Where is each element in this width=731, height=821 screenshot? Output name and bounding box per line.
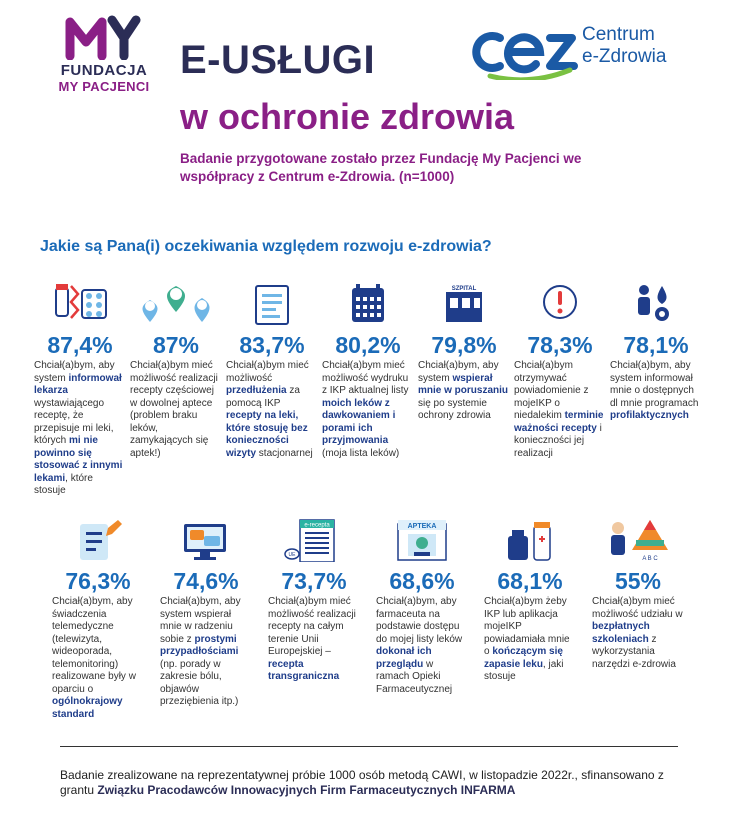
- stat-card: [34, 282, 126, 498]
- cez-line2: e-Zdrowia: [582, 46, 667, 67]
- stat-card: [610, 282, 702, 423]
- stat-description: [322, 360, 414, 460]
- stat-description: [268, 596, 360, 684]
- e-recepta-icon: [268, 518, 360, 562]
- description-text: wystawiającego receptę, że przepisuje mi leki, których: [34, 397, 114, 446]
- description-text: Chciał(a)bym mieć możliwość wydruku z IKP aktualnej listy: [322, 360, 409, 396]
- emphasis-text: wspierał mnie w poruszaniu: [418, 372, 509, 396]
- emphasis-text: mi nie powinno się stosować z innymi lekami: [34, 435, 123, 484]
- emphasis-text: bezpłatnych szkoleniach: [592, 621, 650, 645]
- stat-description: [130, 360, 222, 460]
- footer-emphasis: Związku Pracodawców Innowacyjnych Firm Farmaceutycznych INFARMA: [97, 783, 516, 797]
- stat-percentage: 55%: [614, 568, 662, 594]
- svg-text:UE: UE: [288, 552, 296, 558]
- stat-description: [226, 360, 318, 460]
- stat-card: [268, 518, 360, 684]
- stat-percentage: 87,4%: [47, 332, 113, 358]
- emphasis-text: terminie ważności recepty: [514, 410, 604, 434]
- stat-percentage: 68,6%: [389, 568, 455, 594]
- stat-card: [160, 518, 252, 709]
- emphasis-text: profilaktycznych: [610, 410, 689, 421]
- description-text: i konieczności jej realizacji: [514, 422, 602, 459]
- centrum-e-zdrowia-logo: [460, 20, 720, 90]
- emphasis-text: recepta transgraniczna: [268, 658, 340, 682]
- svg-text:APTEKA: APTEKA: [407, 523, 437, 530]
- stat-description: [514, 360, 606, 460]
- emphasis-text: ogólnokrajowy standard: [52, 696, 123, 720]
- svg-text:A B C: A B C: [642, 556, 658, 562]
- pharmacy-pins-icon: [130, 282, 222, 326]
- telemedicine-form-icon: [52, 518, 144, 562]
- description-text: Chciał(a)bym mieć możliwość realizacji recepty na całym terenie Unii Europejskiej –: [268, 596, 356, 657]
- page-title-secondary: w ochronie zdrowia: [180, 96, 515, 137]
- hospital-icon: [418, 282, 510, 326]
- apteka-icon: [376, 518, 468, 562]
- medicine-bottles-icon: [484, 518, 576, 562]
- stat-description: [418, 360, 510, 423]
- stat-card: [226, 282, 318, 460]
- logo-line1: FUNDACJA: [60, 62, 148, 79]
- monitor-chat-icon: [160, 518, 252, 562]
- stat-description: [592, 596, 684, 671]
- description-text: , które stosuje: [34, 472, 93, 496]
- description-text: w ramach Opieki Farmaceutycznej: [376, 658, 453, 695]
- pills-icon: [34, 282, 126, 326]
- cez-name: [582, 24, 666, 68]
- description-text: Chciał(a)bym, aby system: [34, 360, 115, 384]
- logo-line2: MY PACJENCI: [58, 79, 150, 94]
- description-text: Chciał(a)bym, aby system informował mnie o dostępnych dl mnie programach: [610, 360, 699, 409]
- svg-text:SZPITAL: SZPITAL: [451, 286, 477, 292]
- calendar-icon: [322, 282, 414, 326]
- stat-description: [484, 596, 576, 684]
- description-text: Chciał(a)bym, aby farmaceuta na podstawie dostępu do mojej listy leków: [376, 596, 463, 645]
- footer-divider: [60, 746, 678, 747]
- stat-percentage: 80,2%: [335, 332, 401, 358]
- stat-percentage: 73,7%: [281, 568, 347, 594]
- cez-line1: Centrum: [582, 24, 655, 45]
- prevention-icon: [610, 282, 702, 326]
- footer-text: Badanie zrealizowane na reprezentatywnej próbie 1000 osób metodą CAWI, w listopadzie 2022r., sfinansowano z grantu: [60, 768, 664, 797]
- description-text: się po systemie ochrony zdrowia: [418, 397, 491, 421]
- stat-description: [34, 360, 126, 498]
- description-text: (np. porady w zakresie bólu, objawów przeziębienia itp.): [160, 658, 239, 707]
- emphasis-text: moich leków z dawkowaniem i porami ich przyjmowania: [322, 397, 396, 446]
- emphasis-text: prostymi przypadłościami: [160, 633, 239, 657]
- stat-description: [52, 596, 144, 721]
- description-text: Chciał(a)bym żeby IKP lub aplikacja mojeIKP powiadamiała mnie o: [484, 596, 570, 657]
- survey-question: Jakie są Pana(i) oczekiwania względem rozwoju e-zdrowia?: [40, 238, 492, 255]
- page-title: E-USŁUGI: [180, 38, 376, 82]
- stat-percentage: 83,7%: [239, 332, 305, 358]
- fundacja-my-pacjenci-logo: [44, 12, 164, 94]
- emphasis-text: dokonał ich przeglądu: [376, 646, 432, 670]
- description-text: , jaki stosuje: [484, 658, 564, 682]
- emphasis-text: recepty na leki, które stosuję bez konieczności wizyty: [226, 410, 308, 459]
- stat-card: [592, 518, 684, 671]
- description-text: stacjonarnej: [256, 447, 313, 459]
- stat-card: [514, 282, 606, 460]
- stat-card: [418, 282, 510, 423]
- description-text: Chciał(a)bym, aby system wspierał mnie w radzeniu sobie z: [160, 596, 241, 645]
- page-subtitle: Badanie przygotowane zostało przez Fundację My Pacjenci we współpracy z Centrum e-Zdrowia. (n=1000): [180, 151, 582, 184]
- emphasis-text: przedłużenia: [226, 385, 287, 396]
- emphasis-text: kończącym się zapasie leku: [484, 646, 563, 670]
- footer-note: [60, 768, 670, 798]
- stat-description: [610, 360, 702, 423]
- stat-card: [52, 518, 144, 721]
- stat-card: [322, 282, 414, 460]
- stat-percentage: 78,3%: [527, 332, 593, 358]
- description-text: (moja lista leków): [322, 447, 400, 459]
- description-text: Chciał(a)bym, aby świadczenia telemedyczne (telewizyta, wideoporada, telemonitoring) realizowane były w oparciu o: [52, 596, 136, 695]
- stat-percentage: 78,1%: [623, 332, 689, 358]
- stat-card: [484, 518, 576, 684]
- description-text: Chciał(a)bym otrzymywać powiadomienie z mojeIKP o niedalekim: [514, 360, 589, 421]
- stat-percentage: 79,8%: [431, 332, 497, 358]
- stat-card: [130, 282, 222, 460]
- stat-percentage: 74,6%: [173, 568, 239, 594]
- alert-icon: [514, 282, 606, 326]
- emphasis-text: informował lekarza: [34, 372, 122, 396]
- stat-description: [376, 596, 468, 696]
- stat-description: [160, 596, 252, 709]
- description-text: Chciał(a)bym mieć możliwość udziału w: [592, 596, 683, 620]
- cez-mark: [460, 20, 578, 91]
- description-text: za pomocą IKP: [226, 385, 300, 409]
- stat-percentage: 68,1%: [497, 568, 563, 594]
- stat-percentage: 87%: [152, 332, 200, 358]
- description-text: Chciał(a)bym mieć możliwość realizacji recepty częściowej w dowolnej aptece (problem braku leków, zamykających się aptek!): [130, 360, 218, 459]
- training-icon: [592, 518, 684, 562]
- prescription-doc-icon: [226, 282, 318, 326]
- description-text: Chciał(a)bym mieć możliwość: [226, 360, 309, 384]
- description-text: z wykorzystania narzędzi e-zdrowia: [592, 633, 676, 670]
- stat-card: [376, 518, 468, 696]
- svg-text:e-recepta: e-recepta: [304, 522, 330, 529]
- description-text: Chciał(a)bym, aby system: [418, 360, 499, 384]
- my-mark: [64, 12, 144, 60]
- stat-percentage: 76,3%: [65, 568, 131, 594]
